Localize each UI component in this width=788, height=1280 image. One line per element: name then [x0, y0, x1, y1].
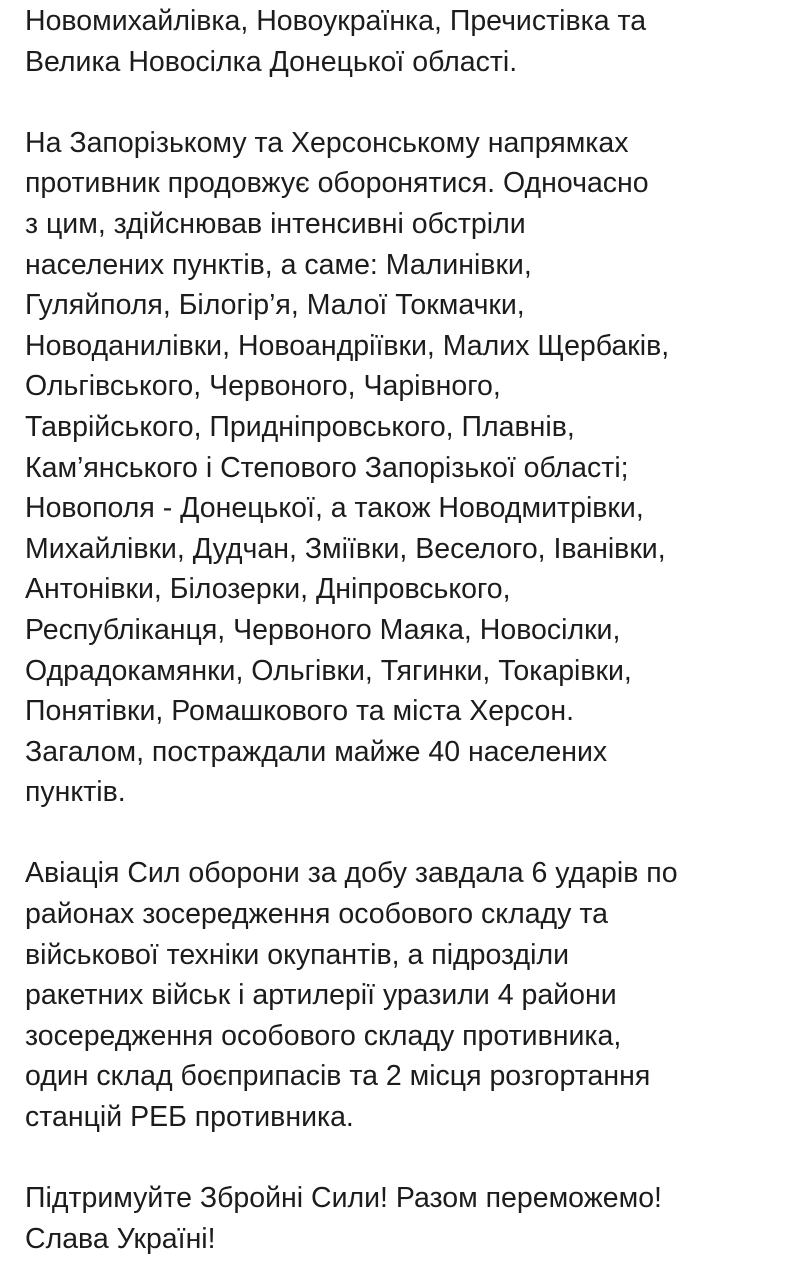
post-line: Авіація Сил оборони за добу завдала 6 ударів по	[25, 857, 678, 890]
post-line: Таврійського, Придніпровського, Плавнів,	[25, 410, 575, 443]
post-line: На Запорізькому та Херсонському напрямках	[25, 126, 629, 159]
post-line: противник продовжує оборонятися. Одночасно	[25, 167, 649, 200]
post-line: ракетних військ і артилерії уразили 4 райони	[25, 979, 617, 1012]
paragraph-gap	[25, 1138, 780, 1179]
post-line: Республіканця, Червоного Маяка, Новосілки,	[25, 613, 621, 646]
post-paragraph-4	[25, 1178, 780, 1259]
post-paragraph-1	[25, 1, 780, 82]
post-line: Слава Україні!	[25, 1222, 216, 1255]
post-line: Новополя - Донецької, а також Новодмитрівки,	[25, 492, 644, 525]
post-body	[25, 0, 780, 1259]
paragraph-gap	[25, 813, 780, 854]
post-line: пунктів.	[25, 776, 126, 809]
post-line: Гуляйполя, Білогір’я, Малої Токмачки,	[25, 289, 525, 322]
post-line: військової техніки окупантів, а підрозділи	[25, 938, 569, 971]
post-line: Підтримуйте Збройні Сили! Разом переможемо!	[25, 1182, 662, 1215]
post-line: Ольгівського, Червоного, Чарівного,	[25, 370, 501, 403]
post-line: Понятівки, Ромашкового та міста Херсон.	[25, 695, 574, 728]
post-line: населених пунктів, а саме: Малинівки,	[25, 248, 532, 281]
post-line: Михайлівки, Дудчан, Зміївки, Веселого, Іванівки,	[25, 532, 666, 565]
post-line: Новоданилівки, Новоандріївки, Малих Щербаків,	[25, 329, 670, 362]
paragraph-gap	[25, 82, 780, 123]
post-line: Одрадокамянки, Ольгівки, Тягинки, Токарівки,	[25, 654, 632, 687]
post-line: зосередження особового складу противника,	[25, 1019, 622, 1052]
post-line: з цим, здійснював інтенсивні обстріли	[25, 207, 526, 240]
post-line: Новомихайлівка, Новоукраїнка, Пречистівка та	[25, 5, 647, 37]
post-paragraph-3	[25, 853, 780, 1137]
post-line: станцій РЕБ противника.	[25, 1101, 354, 1134]
post-line: Велика Новосілка Донецької області.	[25, 45, 518, 78]
post-line: Антонівки, Білозерки, Дніпровського,	[25, 573, 511, 606]
post-line: Кам’янського і Степового Запорізької області;	[25, 451, 629, 484]
post-line: Загалом, постраждали майже 40 населених	[25, 735, 608, 768]
post-paragraph-2	[25, 123, 780, 813]
post-line: районах зосередження особового складу та	[25, 898, 608, 931]
post-line: один склад боєприпасів та 2 місця розгортання	[25, 1060, 651, 1093]
